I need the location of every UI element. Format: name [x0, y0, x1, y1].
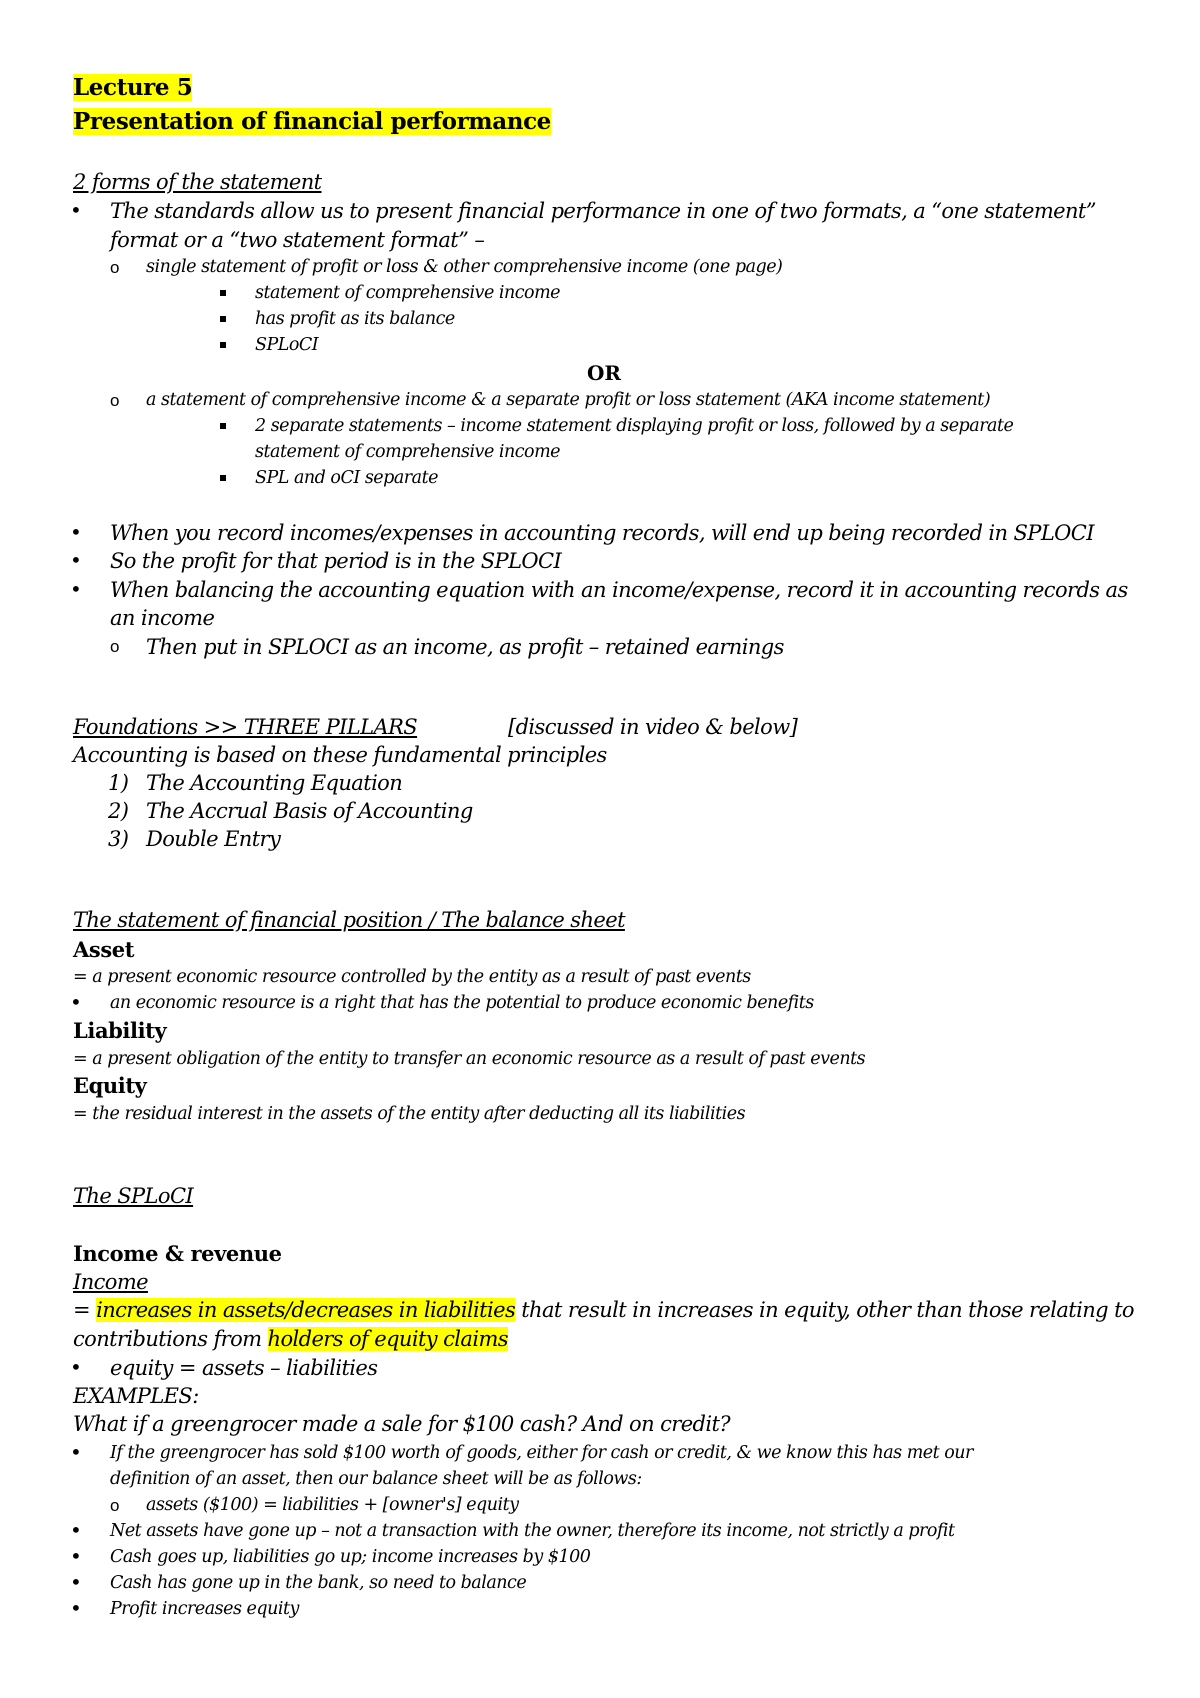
- example-bullet: Cash goes up, liabilities go up; income increases by $100: [110, 1547, 591, 1567]
- bullet-glyph: •: [70, 1570, 82, 1594]
- liability-label: Liability: [73, 1018, 167, 1043]
- bullet-glyph: •: [70, 198, 82, 222]
- square-bullet-icon: [220, 316, 226, 322]
- square-bullet-icon: [220, 290, 226, 296]
- forms-bullet-cont: an income: [110, 606, 215, 630]
- circle-bullet-glyph: o: [110, 1496, 120, 1515]
- definition-line2-prefix: contributions from: [73, 1327, 268, 1351]
- pillar-number: 2): [108, 799, 129, 823]
- forms-heading: 2 forms of the statement: [73, 170, 322, 194]
- examples-label: EXAMPLES:: [73, 1384, 199, 1408]
- sub2-item1-line1: 2 separate statements – income statement displaying profit or loss, followed by a separate: [255, 416, 1014, 436]
- bullet-glyph: •: [70, 1355, 82, 1379]
- sub2-item2: SPL and oCI separate: [255, 468, 438, 488]
- bullet-glyph: •: [70, 1518, 82, 1542]
- page-title: Presentation of financial performance: [73, 108, 551, 135]
- highlight-equity-claims: holders of equity claims: [267, 1327, 508, 1351]
- bullet-glyph: •: [70, 520, 82, 544]
- circle-bullet-glyph: o: [110, 258, 120, 277]
- forms-bullet: So the profit for that period is in the SPLOCI: [110, 549, 562, 573]
- asset-label: Asset: [73, 937, 135, 962]
- definition-rest: that result in increases in equity, other than those relating to: [515, 1298, 1134, 1322]
- forms-bullet: When balancing the accounting equation with an income/expense, record it in accounting records as: [110, 578, 1128, 602]
- equity-definition: = the residual interest in the assets of the entity after deducting all its liabilities: [73, 1104, 746, 1124]
- income-revenue-heading: Income & revenue: [73, 1241, 282, 1266]
- forms-sub3: Then put in SPLOCI as an income, as profit – retained earnings: [146, 635, 784, 659]
- pillar-number: 3): [108, 827, 129, 851]
- definition-prefix: =: [73, 1298, 97, 1322]
- forms-bullet: When you record incomes/expenses in accounting records, will end up being recorded in SPLOCI: [110, 521, 1094, 545]
- liability-definition: = a present obligation of the entity to transfer an economic resource as a result of past events: [73, 1049, 866, 1069]
- highlight-assets-liabilities: increases in assets/decreases in liabilities: [96, 1298, 516, 1322]
- example-bullet: Net assets have gone up – not a transaction with the owner, therefore its income, not strictly a profit: [110, 1521, 955, 1541]
- sofp-heading: The statement of financial position / The balance sheet: [73, 908, 625, 932]
- forms-bullet1-line2: format or a “two statement format” –: [110, 228, 485, 252]
- example1-line1: If the greengrocer has sold $100 worth of goods, either for cash or credit, & we know this has met our: [110, 1443, 973, 1463]
- foundations-intro: Accounting is based on these fundamental principles: [73, 743, 607, 767]
- example-question: What if a greengrocer made a sale for $100 cash? And on credit?: [73, 1412, 730, 1436]
- example1-sub: assets ($100) = liabilities + [owner's] equity: [146, 1495, 519, 1515]
- foundations-note: [discussed in video & below]: [508, 715, 798, 739]
- bullet-glyph: •: [70, 990, 82, 1014]
- forms-bullet1-line1: The standards allow us to present financial performance in one of two formats, a “one statement”: [110, 199, 1096, 223]
- foundations-heading: Foundations >> THREE PILLARS: [73, 715, 418, 739]
- lecture-title: Lecture 5: [73, 74, 193, 101]
- sub2-item1-line2: statement of comprehensive income: [255, 442, 561, 462]
- square-bullet-icon: [220, 423, 226, 429]
- pillar-item: The Accounting Equation: [146, 771, 403, 795]
- circle-bullet-glyph: o: [110, 391, 120, 410]
- asset-definition: = a present economic resource controlled by the entity as a result of past events: [73, 967, 751, 987]
- income-label: Income: [73, 1270, 148, 1294]
- income-definition-line2: [73, 1327, 508, 1351]
- circle-bullet-glyph: o: [110, 637, 120, 656]
- or-label: OR: [587, 361, 622, 385]
- bullet-glyph: •: [70, 548, 82, 572]
- forms-sub2: a statement of comprehensive income & a separate profit or loss statement (AKA income statement): [146, 390, 991, 410]
- income-definition-line1: [73, 1298, 1134, 1322]
- asset-bullet: an economic resource is a right that has the potential to produce economic benefits: [110, 993, 814, 1013]
- square-bullet-icon: [220, 475, 226, 481]
- equity-bullet: equity = assets – liabilities: [110, 1356, 378, 1380]
- sploci-heading: The SPLoCI: [73, 1184, 194, 1208]
- forms-sub1: single statement of profit or loss & other comprehensive income (one page): [146, 257, 783, 277]
- pillar-item: Double Entry: [146, 827, 281, 851]
- example-bullet: Cash has gone up in the bank, so need to balance: [110, 1573, 527, 1593]
- bullet-glyph: •: [70, 1440, 82, 1464]
- bullet-glyph: •: [70, 1544, 82, 1568]
- sub1-item: statement of comprehensive income: [255, 283, 561, 303]
- equity-label: Equity: [73, 1073, 147, 1098]
- pillar-item: The Accrual Basis of Accounting: [146, 799, 473, 823]
- pillar-number: 1): [108, 771, 129, 795]
- square-bullet-icon: [220, 342, 226, 348]
- bullet-glyph: •: [70, 577, 82, 601]
- bullet-glyph: •: [70, 1596, 82, 1620]
- sub1-item: SPLoCI: [255, 335, 319, 355]
- example-bullet: Profit increases equity: [110, 1599, 299, 1619]
- example1-line2: definition of an asset, then our balance sheet will be as follows:: [110, 1469, 642, 1489]
- sub1-item: has profit as its balance: [255, 309, 455, 329]
